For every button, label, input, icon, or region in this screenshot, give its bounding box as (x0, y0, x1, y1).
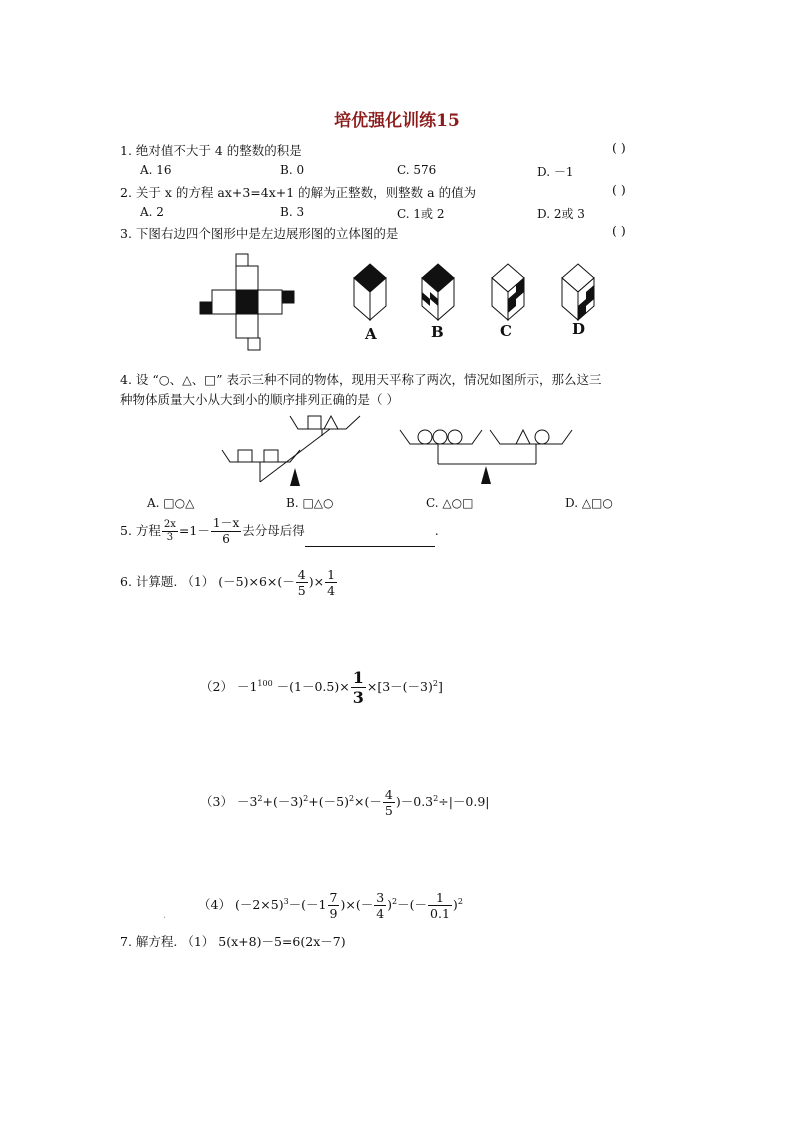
cube-label-b: B (431, 323, 444, 341)
fraction-numerator: 1 (352, 668, 364, 687)
question-6-part-4 (198, 890, 463, 921)
question-7-label: 7. 解方程. (120, 934, 178, 949)
fraction-numerator: 2x (163, 519, 176, 530)
expression-segment: ×[3－(－3) (366, 679, 433, 694)
question-5-answer-blank[interactable] (305, 534, 435, 547)
fraction-numerator: 4 (297, 567, 306, 582)
expression-segment: )×(－ (340, 897, 374, 912)
question-4-option-d: D. △□○ (565, 496, 613, 510)
balance-scale-tilted-figure (220, 410, 370, 488)
fraction-denominator: 3 (352, 688, 364, 707)
expression-segment: －(－ (397, 897, 428, 912)
fraction-numerator: 3 (376, 890, 385, 905)
question-2-option-c: C. 1或 2 (397, 207, 445, 221)
fraction (328, 890, 340, 921)
expression-segment: )× (308, 574, 325, 589)
fraction (374, 890, 386, 921)
expression-segment: ) (387, 897, 393, 912)
fraction (325, 567, 337, 598)
part-number: （1） (181, 574, 215, 589)
expression-segment: (－2×5) (234, 897, 284, 912)
part-number: （2） (200, 679, 233, 694)
question-2-option-b: B. 3 (280, 205, 305, 219)
expression-segment: ] (437, 679, 443, 694)
question-5-suffix: 去分母后得 (242, 523, 305, 538)
fraction-denominator: 3 (166, 532, 174, 543)
question-2-option-d: D. 2或 3 (537, 207, 585, 221)
question-6-part-3 (200, 787, 490, 818)
question-3-answer-paren: ( ) (612, 223, 626, 238)
fraction-numerator: 7 (329, 890, 338, 905)
question-7 (120, 932, 346, 950)
question-1-answer-paren: ( ) (612, 140, 626, 155)
question-1-option-d: D. －1 (537, 165, 574, 179)
cube-label-c: C (500, 322, 512, 340)
exponent: 3 (283, 896, 289, 906)
question-6-label: 6. 计算题. (120, 574, 178, 589)
question-1-option-a: A. 16 (140, 163, 172, 177)
question-2-text: 2. 关于 x 的方程 ax+3=4x+1 的解为正整数，则整数 a 的值为 (120, 185, 477, 200)
question-4-option-b: B. □△○ (286, 496, 334, 510)
expression-segment: ) (452, 897, 458, 912)
fraction-denominator: 9 (329, 906, 338, 921)
exponent: 2 (392, 896, 398, 906)
question-5-fraction-1 (162, 519, 178, 544)
expression-segment: －1 (236, 679, 258, 694)
cube-net-figure (198, 252, 300, 354)
fraction (351, 668, 366, 707)
cube-option-a-figure (350, 262, 390, 324)
cube-option-c-figure (488, 262, 528, 324)
question-4-option-c: C. △○□ (426, 496, 474, 510)
cube-label-a: A (365, 325, 377, 343)
fraction (296, 567, 308, 598)
fraction-denominator: 5 (384, 803, 393, 818)
fraction-numerator: 1－x (212, 516, 240, 530)
question-4-text-line-1: 4. 设 “○、△、□” 表示三种不同的物体，现用天平称了两次，情况如图所示，那么这三 (120, 372, 602, 387)
question-5-fraction-2 (211, 516, 241, 547)
part-number: （1） (181, 934, 215, 949)
cube-label-d: D (572, 320, 586, 338)
fraction-denominator: 4 (376, 906, 385, 921)
fraction (428, 890, 452, 921)
question-6-part-1 (120, 567, 338, 598)
cube-option-b-figure (418, 262, 458, 324)
question-4-option-a: A. □○△ (147, 496, 195, 510)
question-5-prefix: 5. 方程 (120, 523, 161, 538)
expression-segment: ÷|－0.9| (438, 794, 490, 809)
expression-segment: －(1－0.5)× (272, 679, 350, 694)
fraction-denominator: 6 (222, 532, 230, 546)
exponent: 100 (257, 678, 273, 688)
page-title: 培优强化训练15 (334, 111, 460, 131)
expression-segment: (－5)×6×(－ (218, 574, 295, 589)
exponent: 2 (432, 678, 438, 688)
fraction-denominator: 5 (297, 583, 306, 598)
question-1-option-c: C. 576 (397, 163, 437, 177)
fraction-numerator: 1 (327, 567, 336, 582)
fraction-numerator: 1 (428, 890, 452, 906)
expression-segment: )－0.3 (395, 794, 434, 809)
question-5-mid: =1－ (178, 523, 210, 538)
part-number: （4） (198, 897, 231, 912)
part-number: （3） (200, 794, 233, 809)
expression-segment: +(－5) (308, 794, 349, 809)
exponent: 2 (433, 793, 439, 803)
question-2-option-a: A. 2 (140, 205, 164, 219)
question-1-option-b: B. 0 (280, 163, 305, 177)
cube-option-d-figure (558, 262, 598, 324)
fraction-denominator: 4 (327, 583, 336, 598)
balance-scale-level-figure (398, 418, 574, 488)
expression-segment: +(－3) (262, 794, 304, 809)
exponent: 2 (303, 793, 309, 803)
fraction (383, 787, 395, 818)
exponent: 2 (457, 896, 463, 906)
expression-segment: ×(－ (354, 794, 382, 809)
question-1-text: 1. 绝对值不大于 4 的整数的积是 (120, 143, 302, 158)
question-7-equation: 5(x+8)－5=6(2x－7) (218, 934, 346, 949)
fraction-denominator: 0.1 (430, 906, 450, 921)
exponent: 2 (348, 793, 355, 803)
fraction-numerator: 4 (384, 787, 393, 802)
question-4-text-line-2: 种物体质量大小从大到小的顺序排列正确的是（ ） (120, 392, 399, 407)
question-3-text: 3. 下图右边四个图形中是左边展形图的立体图的是 (120, 226, 399, 241)
question-2-answer-paren: ( ) (612, 182, 626, 197)
question-5-equation (120, 516, 439, 547)
expression-segment: －(－1 (288, 897, 327, 912)
question-5-end: . (434, 523, 439, 538)
exponent: 2 (257, 793, 263, 803)
expression-segment: －3 (236, 794, 258, 809)
question-6-part-2 (200, 668, 443, 707)
stray-dot: . (163, 910, 167, 921)
